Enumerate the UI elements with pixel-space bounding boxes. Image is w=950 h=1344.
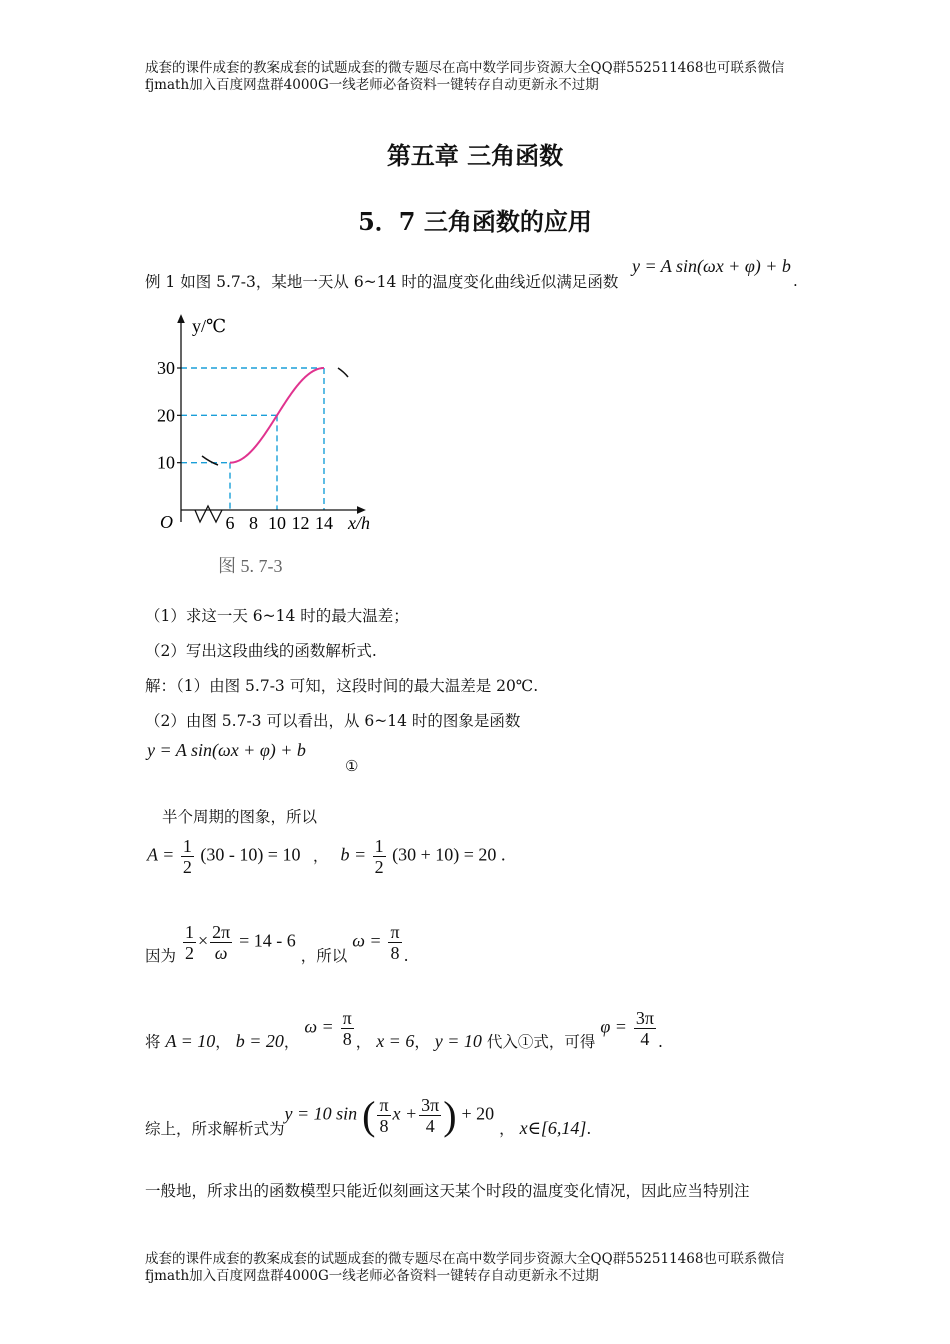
x-tick-label: 10 [268,513,286,533]
chapter-title: 第五章 三角函数 [386,141,564,170]
curve-extension-left [202,456,218,465]
example-formula-end: . [793,272,798,290]
frac-den: 8 [379,1116,389,1136]
A-value: A = 10 [165,1030,216,1051]
frac-den: 2 [374,857,384,877]
frac-num: π [379,1095,389,1115]
frac-den: 2 [182,857,192,877]
A-b-equations [147,836,505,877]
fraction-one-half-b [373,836,386,877]
substitution-line [145,1008,663,1049]
frac-den: 4 [425,1116,435,1136]
y-tick-label: 10 [157,452,175,473]
y-tick-label: 30 [157,358,175,378]
A-lhs: A = [147,844,175,865]
fraction-3pi-4-sum [419,1095,441,1136]
plus-x: x + [392,1103,418,1124]
equation-1-marker: ① [345,757,359,775]
y-tick-label: 20 [157,405,175,426]
frac-num: 1 [182,836,192,856]
section-title: 5．7 三角函数的应用 [358,207,592,236]
comma: ， [215,1032,231,1051]
omega-eq: ω = [304,1016,334,1037]
figure-temperature-chart [150,310,390,590]
frac-num: 2π [212,922,231,942]
comma: ， [355,1032,372,1051]
fraction-2pi-omega [210,922,232,963]
comma: ， [414,1032,430,1051]
so-text: ，所以 [300,946,348,965]
page-header-ad: 成套的课件成套的教案成套的试题成套的微专题尽在高中数学同步资源大全QQ群552511468也可联系微信fjmath加入百度网盘群4000G一线老师必备资料一键转存自动更新永不过期 [145,60,785,93]
frac-den: 8 [342,1029,352,1049]
frac-num: 3π [635,1008,654,1028]
b-rhs: (30 + 10) = 20 [392,844,497,865]
equation-1: y = A sin(ωx + φ) + b [147,740,306,760]
figure-caption: 图 5. 7-3 [218,556,283,576]
y-value: y = 10 [434,1030,482,1051]
frac-den: ω [214,943,228,963]
axis-break-zigzag [195,506,222,522]
substitute-prefix: 将 [145,1032,161,1051]
omega-derivation [145,922,409,963]
example-intro [145,270,618,292]
page-footer-ad: 成套的课件成套的教案成套的试题成套的微专题尽在高中数学同步资源大全QQ群552511468也可联系微信fjmath加入百度网盘群4000G一线老师必备资料一键转存自动更新永不过期 [145,1251,785,1284]
b-value: b = 20 [235,1030,284,1051]
frac-num: 3π [421,1095,440,1115]
A-rhs: (30 - 10) = 10 [200,844,301,865]
frac-den: 4 [640,1029,650,1049]
x-tick-label: 6 [225,513,235,533]
x-tick-label: 14 [315,513,333,533]
half-period-text: 半个周期的图象，所以 [162,808,318,826]
solution-part-2: （2）由图 5.7-3 可以看出，从 6~14 时的图象是函数 [145,712,521,730]
times-sign: × [197,930,209,951]
frac-den: 2 [184,943,194,963]
origin-label: O [160,512,173,532]
phi-eq: φ = [600,1016,627,1037]
plus-20: + 20 [461,1103,495,1124]
frac-num: π [390,922,400,942]
left-paren: ( [362,1093,376,1138]
fraction-pi-8 [388,922,401,963]
general-remark: 一般地，所求出的函数模型只能近似刻画这天某个时段的温度变化情况，因此应当特别注 [145,1182,750,1200]
b-lhs: b = [340,844,367,865]
summary-line [145,1092,591,1139]
fraction-one-half-omega [183,922,196,963]
x-axis-label: x/h [348,513,370,533]
period-dot: . [586,1119,592,1138]
fraction-3pi-4 [634,1008,656,1049]
frac-num: 1 [374,836,384,856]
fraction-pi-8-sum [377,1095,390,1136]
y-eq: y = 10 sin [284,1103,358,1124]
separator: ， [312,848,328,865]
comma: ， [499,1119,515,1138]
x-tick-label: 12 [291,513,310,533]
question-1: （1）求这一天 6~14 时的最大温差； [145,607,409,625]
summary-prefix: 综上，所求解析式为 [145,1119,285,1138]
example-formula: y = A sin(ωx + φ) + b [632,256,791,276]
omega-eq: ω = [352,930,382,951]
period-dot: . [403,946,409,965]
curve-extension-right [338,368,348,377]
eq-14-6: = 14 - 6 [239,930,296,951]
right-paren: ) [443,1093,457,1138]
y-axis-label: y/℃ [192,316,227,336]
x-tick-label: 8 [249,513,258,533]
because-text: 因为 [145,946,177,965]
fraction-pi-8-sub [341,1008,354,1049]
comma: ， [283,1032,300,1051]
fraction-one-half [181,836,194,877]
domain: x∈[6,14] [519,1117,587,1138]
period-dot: . [657,1032,663,1051]
substitute-suffix: 代入①式，可得 [486,1032,596,1051]
solution-part-1: 解：（1）由图 5.7-3 可知，这段时间的最大温差是 20℃. [145,677,539,695]
frac-den: 8 [390,943,400,963]
period-dot: . [500,844,506,865]
frac-num: 1 [184,922,194,942]
question-2: （2）写出这段曲线的函数解析式. [145,642,377,660]
example-intro-text: 例 1 如图 5.7-3，某地一天从 6~14 时的温度变化曲线近似满足函数 [145,273,619,291]
frac-num: π [342,1008,352,1028]
x-value: x = 6 [376,1030,415,1051]
